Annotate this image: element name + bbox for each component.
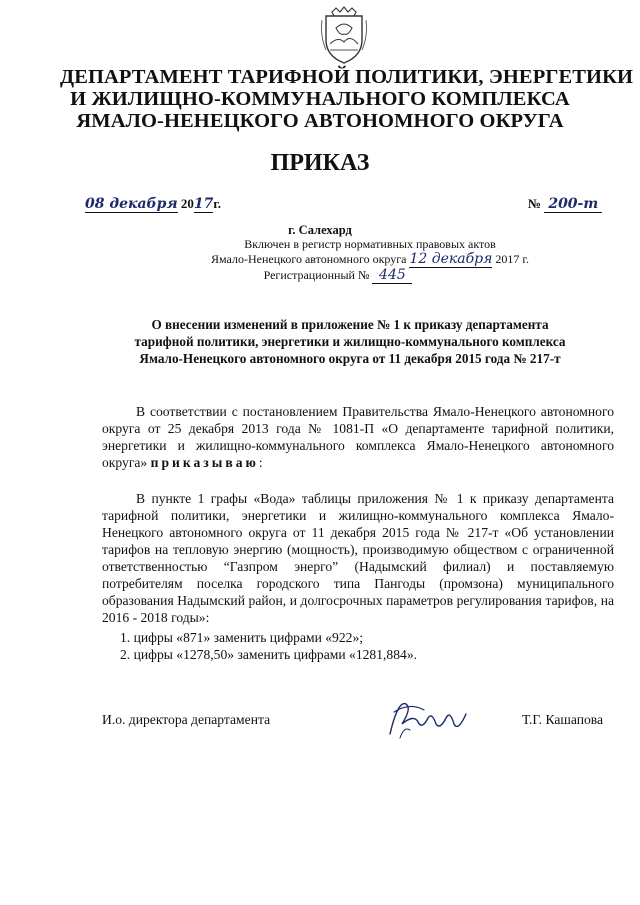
register-year: 2017 г. <box>495 252 529 266</box>
coat-of-arms-emblem <box>318 6 370 66</box>
city: г. Салехард <box>288 223 352 237</box>
department-header <box>60 66 634 132</box>
register-date-handwritten: 12 декабря <box>409 251 493 267</box>
subject-line-3: Ямало-Ненецкого автономного округа от 11 декабря 2015 года № 217-т <box>139 351 561 366</box>
paragraph-basis <box>102 403 614 471</box>
document-type-title: ПРИКАЗ <box>270 150 370 176</box>
order-number-label: № <box>528 196 542 211</box>
list-item: 1. цифры «871» заменить цифрами «922»; <box>120 630 364 645</box>
subject-line-2: тарифной политики, энергетики и жилищно-коммунального комплекса <box>134 334 566 349</box>
paragraph-amendment: В пункте 1 графы «Вода» таблицы приложения № 1 к приказу департамента тарифной политики, энергетики и жилищно-коммунального комплекса Ямало-Ненецкого автономного округа от 11 декабря 2015 года № 217-т «Об установлении тарифов на тепловую энергию (мощность), производимую обществом с ограниченной ответственностью “Газпром энерго” (Надымский филиал) и поставляемую потребителям поселка городского типа Пангоды (промзона) муниципального образования Надымский район, и долгосрочных параметров регулирования тарифов, на 2016 - 2018 годы»: <box>102 491 614 625</box>
register-region: Ямало-Ненецкого автономного округа <box>211 252 407 266</box>
order-number <box>528 196 602 212</box>
paragraph-basis-text: В соответствии с постановлением Правительства Ямало-Ненецкого автономного округа от 25 декабря 2013 года № 1081-П «О департаменте тарифной политики, энергетики и жилищно-коммунального комплекса Ямало-Ненецкого автономного округа» <box>102 404 614 470</box>
register-number-handwritten: 445 <box>372 268 412 284</box>
order-number-handwritten: 200-т <box>544 196 602 213</box>
order-word: приказываю <box>150 455 259 470</box>
order-subject <box>100 316 600 367</box>
signatory-position: И.о. директора департамента <box>102 712 271 727</box>
handwritten-signature <box>384 694 476 744</box>
paragraph-basis-end: : <box>258 455 263 470</box>
order-date-year-prefix: 20 <box>180 196 194 211</box>
subject-line-1: О внесении изменений в приложение № 1 к приказу департамента <box>151 317 549 332</box>
register-line-2 <box>130 252 610 268</box>
list-item: 2. цифры «1278,50» заменить цифрами «1281,884». <box>120 647 418 662</box>
register-line-3 <box>130 268 610 284</box>
department-line-3: ЯМАЛО-НЕНЕЦКОГО АВТОНОМНОГО ОКРУГА <box>76 110 564 132</box>
department-line-1: ДЕПАРТАМЕНТ ТАРИФНОЙ ПОЛИТИКИ, ЭНЕРГЕТИКИ <box>60 66 634 88</box>
signatory-name: Т.Г. Кашапова <box>522 712 604 727</box>
registration-stamp <box>130 237 610 284</box>
amendment-list <box>120 629 620 663</box>
order-date-year-handwritten: 17 <box>193 196 214 212</box>
order-date-suffix: г. <box>213 196 222 211</box>
register-line-1: Включен в регистр нормативных правовых актов <box>244 237 496 251</box>
department-line-2: И ЖИЛИЩНО-КОММУНАЛЬНОГО КОМПЛЕКСА <box>70 88 570 110</box>
order-date-handwritten: 08 декабря <box>85 196 178 212</box>
register-number-label: Регистрационный № <box>263 268 370 282</box>
order-date <box>85 196 221 213</box>
